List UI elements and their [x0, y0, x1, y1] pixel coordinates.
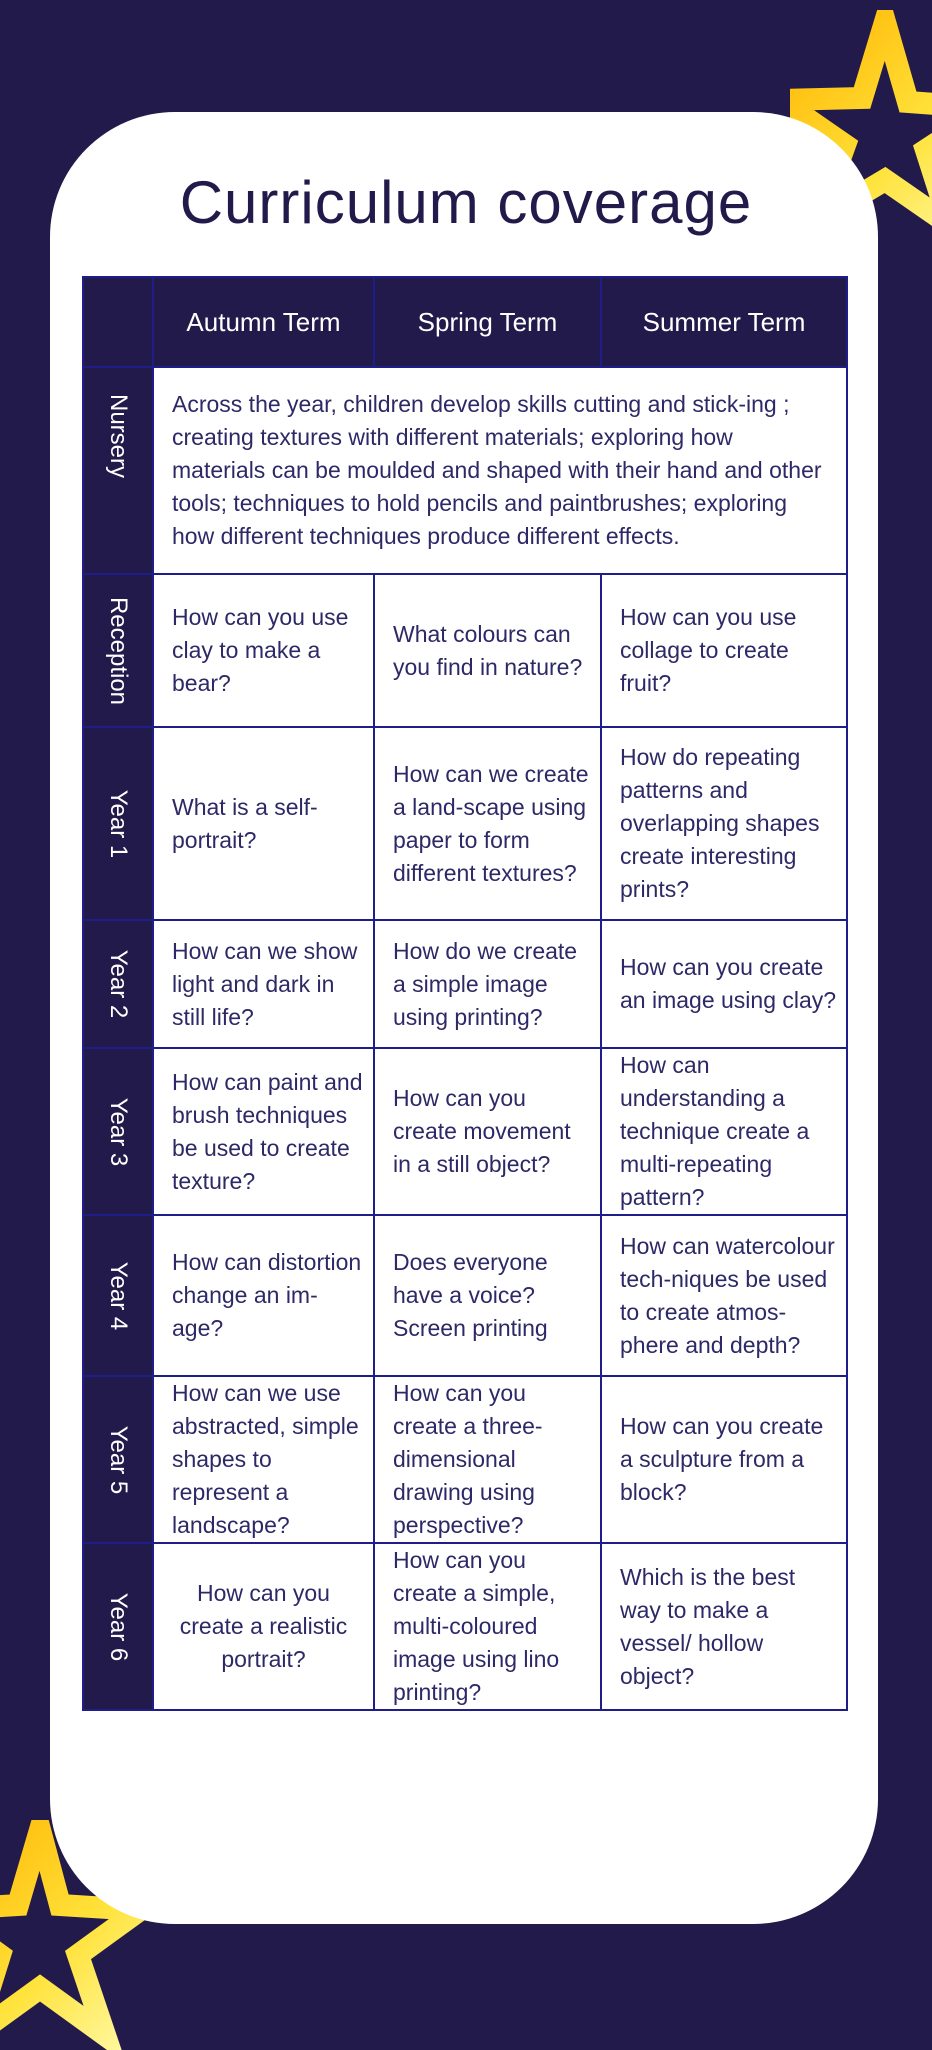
summer-cell: Which is the best way to make a vessel/ hollow object? [601, 1543, 847, 1710]
spring-cell: How can you create movement in a still object? [374, 1048, 601, 1215]
table-row [83, 1048, 847, 1215]
autumn-cell: How can we show light and dark in still life? [153, 920, 374, 1048]
table-row [83, 1215, 847, 1376]
table-row [83, 727, 847, 920]
row-label-year-2 [83, 920, 153, 1048]
row-label-year-3 [83, 1048, 153, 1215]
row-label-text: Nursery [105, 393, 132, 479]
table-row [83, 920, 847, 1048]
table-row [83, 1543, 847, 1710]
summer-cell: How can watercolour tech-niques be used to create atmos-phere and depth? [601, 1215, 847, 1376]
autumn-cell: How can you use clay to make a bear? [153, 574, 374, 727]
spring-cell: How can you create a simple, multi-coloured image using lino printing? [374, 1543, 601, 1710]
column-header-summer: Summer Term [601, 277, 847, 367]
row-label-nursery [83, 367, 153, 574]
spring-cell: How do we create a simple image using printing? [374, 920, 601, 1048]
summer-cell: How can you use collage to create fruit? [601, 574, 847, 727]
table-header-row [83, 277, 847, 367]
table-corner [83, 277, 153, 367]
row-label-reception [83, 574, 153, 727]
row-label-year-1 [83, 727, 153, 920]
column-header-autumn: Autumn Term [153, 277, 374, 367]
summer-cell: How can understanding a technique create a multi-repeating pattern? [601, 1048, 847, 1215]
spring-cell: How can we create a land-scape using paper to form different textures? [374, 727, 601, 920]
autumn-cell: How can distortion change an im-age? [153, 1215, 374, 1376]
row-label-year-4 [83, 1215, 153, 1376]
column-header-spring: Spring Term [374, 277, 601, 367]
row-label-year-5 [83, 1376, 153, 1543]
table-row [83, 1376, 847, 1543]
table-row [83, 367, 847, 574]
row-label-year-6 [83, 1543, 153, 1710]
row-label-text: Year 1 [105, 789, 132, 858]
row-label-text: Year 3 [105, 1097, 132, 1166]
page-title: Curriculum coverage [179, 169, 753, 236]
spring-cell: What colours can you find in nature? [374, 574, 601, 727]
autumn-cell: What is a self-portrait? [153, 727, 374, 920]
autumn-cell: How can we use abstracted, simple shapes to represent a landscape? [153, 1376, 374, 1543]
spring-cell: How can you create a three-dimensional drawing using perspective? [374, 1376, 601, 1543]
row-label-text: Year 2 [105, 949, 132, 1019]
summer-cell: How can you create an image using clay? [601, 920, 847, 1048]
autumn-cell: How can you create a realistic portrait? [153, 1543, 374, 1710]
autumn-cell: How can paint and brush techniques be used to create texture? [153, 1048, 374, 1215]
row-label-text: Year 5 [105, 1425, 132, 1494]
curriculum-table [82, 276, 848, 1711]
summer-cell: How do repeating patterns and overlapping shapes create interesting prints? [601, 727, 847, 920]
spring-cell: Does everyone have a voice? Screen printing [374, 1215, 601, 1376]
row-label-text: Year 6 [105, 1592, 132, 1661]
row-label-text: Year 4 [105, 1261, 132, 1330]
row-label-text: Reception [105, 596, 132, 705]
summer-cell: How can you create a sculpture from a block? [601, 1376, 847, 1543]
table-row [83, 574, 847, 727]
nursery-cell: Across the year, children develop skills cutting and stick-ing ; creating textures with different materials; exploring how materials can be moulded and shaped with their hand and other tools; techniques to hold pencils and paintbrushes; exploring how different techniques produce different effects. [153, 367, 847, 574]
